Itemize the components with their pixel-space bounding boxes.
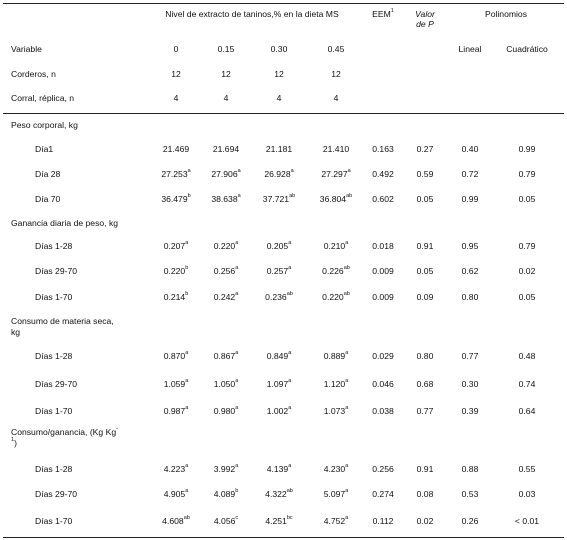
treatment-value: 21.469 bbox=[162, 144, 190, 154]
section-title: Consumo/ganancia, (Kg Kg- bbox=[11, 426, 118, 437]
p-value: 0.91 bbox=[416, 464, 434, 474]
eem-value: 0.274 bbox=[372, 489, 394, 499]
treatment-value: 1.120$^a$ bbox=[323, 378, 349, 389]
treatment-value: 4.608$^{ab}$ bbox=[162, 515, 190, 526]
info-row-value: 0.30 bbox=[270, 44, 288, 54]
section-title-line2: $^1$) bbox=[11, 437, 17, 448]
eem-value: 0.492 bbox=[372, 169, 394, 179]
p-value: 0.59 bbox=[416, 169, 434, 179]
info-row-value: 12 bbox=[274, 69, 284, 79]
p-value: 0.02 bbox=[416, 516, 434, 526]
row-label: Días 1-28 bbox=[35, 351, 73, 361]
eem-value: 0.009 bbox=[372, 266, 394, 276]
treatment-value: 0.205$^a$ bbox=[266, 240, 292, 251]
treatment-value: 4.752$^a$ bbox=[323, 515, 349, 526]
treatment-value: 0.256$^a$ bbox=[213, 265, 239, 276]
cuadratico-value: 0.64 bbox=[518, 406, 536, 416]
treatment-value: 21.181 bbox=[265, 144, 293, 154]
eem-value: 0.038 bbox=[372, 406, 394, 416]
row-label: Días 1-70 bbox=[35, 516, 73, 526]
bottom-rule bbox=[3, 537, 564, 538]
info-row-label: Corderos, n bbox=[11, 69, 56, 79]
info-row-value: 12 bbox=[331, 69, 341, 79]
info-row-value: 12 bbox=[221, 69, 231, 79]
p-value: 0.08 bbox=[416, 489, 434, 499]
treatment-value: 36.479$^b$ bbox=[161, 193, 191, 204]
treatment-value: 0.226$^{ab}$ bbox=[322, 265, 350, 276]
section-title: Peso corporal, kg bbox=[11, 120, 78, 130]
info-row-value: 0.15 bbox=[217, 44, 235, 54]
treatment-value: 26.928$^a$ bbox=[264, 168, 294, 179]
treatment-value: 5.097$^a$ bbox=[323, 488, 349, 499]
lineal-header: Lineal bbox=[458, 44, 482, 54]
treatment-value: 0.210$^a$ bbox=[323, 240, 349, 251]
treatment-value: 4.251$^{bc}$ bbox=[265, 515, 293, 526]
cuadratico-value: 0.55 bbox=[518, 464, 536, 474]
treatment-value: 27.253$^a$ bbox=[161, 168, 191, 179]
lineal-value: 0.30 bbox=[461, 379, 479, 389]
eem-value: 0.112 bbox=[372, 516, 394, 526]
lineal-value: 0.99 bbox=[461, 194, 479, 204]
cuadratico-value: 0.05 bbox=[518, 292, 536, 302]
lineal-value: 0.53 bbox=[461, 489, 479, 499]
valor-p-header-line1: Valor bbox=[415, 9, 435, 19]
row-label: Día 28 bbox=[35, 169, 61, 179]
row-label: Días 29-70 bbox=[35, 489, 78, 499]
cuadratico-value: 0.05 bbox=[518, 194, 536, 204]
treatment-value: 0.214$^b$ bbox=[163, 291, 189, 302]
eem-value: 0.256 bbox=[372, 464, 394, 474]
row-label: Días 1-28 bbox=[35, 241, 73, 251]
lineal-value: 0.26 bbox=[461, 516, 479, 526]
treatment-value: 0.889$^a$ bbox=[323, 350, 349, 361]
p-value: 0.80 bbox=[416, 351, 434, 361]
treatment-value: 4.230$^a$ bbox=[323, 463, 349, 474]
treatment-value: 0.220$^a$ bbox=[213, 240, 239, 251]
treatment-value: 4.905$^a$ bbox=[163, 488, 189, 499]
treatment-value: 0.980$^a$ bbox=[213, 405, 239, 416]
cuadratico-value: 0.79 bbox=[518, 241, 536, 251]
header-rule bbox=[3, 113, 564, 114]
treatment-value: 3.992$^a$ bbox=[213, 463, 239, 474]
treatment-value: 27.906$^a$ bbox=[211, 168, 241, 179]
eem-value: 0.602 bbox=[372, 194, 394, 204]
treatment-value: 21.410 bbox=[322, 144, 350, 154]
lineal-value: 0.88 bbox=[461, 464, 479, 474]
treatment-value: 4.056$^c$ bbox=[213, 515, 239, 526]
treatment-value: 4.139$^a$ bbox=[266, 463, 292, 474]
treatment-value: 0.867$^a$ bbox=[213, 350, 239, 361]
cuadratico-value: 0.99 bbox=[518, 144, 536, 154]
cuadratico-value: < 0.01 bbox=[514, 516, 540, 526]
treatment-value: 1.097$^a$ bbox=[266, 378, 292, 389]
cuadratico-value: 0.03 bbox=[518, 489, 536, 499]
treatment-value: 21.694 bbox=[212, 144, 240, 154]
row-label: Días 1-28 bbox=[35, 464, 73, 474]
info-row-value: 12 bbox=[171, 69, 181, 79]
eem-header: EEM$^1$ bbox=[372, 8, 394, 19]
cuadratico-value: 0.74 bbox=[518, 379, 536, 389]
treatment-value: 38.638$^a$ bbox=[211, 193, 241, 204]
treatment-header: Nivel de extracto de taninos,% en la dieta MS bbox=[165, 9, 339, 19]
cuadratico-value: 0.02 bbox=[518, 266, 536, 276]
treatment-value: 1.073$^a$ bbox=[323, 405, 349, 416]
row-label: Días 1-70 bbox=[35, 406, 73, 416]
info-row-value: 4 bbox=[333, 93, 339, 103]
lineal-value: 0.80 bbox=[461, 292, 479, 302]
lineal-value: 0.72 bbox=[461, 169, 479, 179]
treatment-value: 0.849$^a$ bbox=[266, 350, 292, 361]
cuadratico-value: 0.79 bbox=[518, 169, 536, 179]
section-title: Ganancia diaria de peso, kg bbox=[11, 218, 119, 228]
treatment-value: 0.987$^a$ bbox=[163, 405, 189, 416]
info-row-value: 0 bbox=[173, 44, 179, 54]
treatment-value: 0.870$^a$ bbox=[163, 350, 189, 361]
eem-value: 0.046 bbox=[372, 379, 394, 389]
cuadratico-header: Cuadrático bbox=[506, 44, 548, 54]
eem-value: 0.009 bbox=[372, 292, 394, 302]
info-row-value: 0.45 bbox=[327, 44, 345, 54]
section-title: Consumo de materia seca, bbox=[11, 316, 114, 326]
row-label: Días 29-70 bbox=[35, 379, 78, 389]
p-value: 0.77 bbox=[416, 406, 434, 416]
p-value: 0.05 bbox=[416, 194, 434, 204]
row-label: Día 70 bbox=[35, 194, 61, 204]
lineal-value: 0.95 bbox=[461, 241, 479, 251]
row-label: Día1 bbox=[35, 144, 54, 154]
p-value: 0.68 bbox=[416, 379, 434, 389]
lineal-value: 0.77 bbox=[461, 351, 479, 361]
treatment-value: 4.089$^b$ bbox=[213, 488, 239, 499]
row-label: Días 29-70 bbox=[35, 266, 78, 276]
treatment-value: 37.721$^{ab}$ bbox=[262, 193, 296, 204]
p-value: 0.05 bbox=[416, 266, 434, 276]
p-value: 0.91 bbox=[416, 241, 434, 251]
treatment-value: 0.242$^a$ bbox=[213, 291, 239, 302]
top-rule bbox=[3, 3, 564, 4]
treatment-value: 4.223$^a$ bbox=[163, 463, 189, 474]
eem-value: 0.018 bbox=[372, 241, 394, 251]
treatment-value: 0.207$^a$ bbox=[163, 240, 189, 251]
info-row-value: 4 bbox=[223, 93, 229, 103]
info-row-label: Variable bbox=[11, 44, 42, 54]
cuadratico-value: 0.48 bbox=[518, 351, 536, 361]
info-row-value: 4 bbox=[276, 93, 282, 103]
valor-p-header-line2: de P bbox=[416, 19, 434, 29]
treatment-value: 1.002$^a$ bbox=[266, 405, 292, 416]
treatment-value: 0.257$^a$ bbox=[266, 265, 292, 276]
lineal-value: 0.62 bbox=[461, 266, 479, 276]
info-row-value: 4 bbox=[173, 93, 179, 103]
lineal-value: 0.39 bbox=[461, 406, 479, 416]
treatment-value: 1.059$^a$ bbox=[163, 378, 189, 389]
p-value: 0.27 bbox=[416, 144, 434, 154]
treatment-value: 0.220$^b$ bbox=[163, 265, 189, 276]
treatment-value: 0.220$^{ab}$ bbox=[322, 291, 350, 302]
treatment-value: 27.297$^a$ bbox=[321, 168, 351, 179]
eem-value: 0.029 bbox=[372, 351, 394, 361]
row-label: Días 1-70 bbox=[35, 292, 73, 302]
polinomios-header: Polinomios bbox=[484, 9, 528, 19]
treatment-value: 36.804$^{ab}$ bbox=[319, 193, 353, 204]
treatment-value: 0.236$^{ab}$ bbox=[265, 291, 293, 302]
eem-value: 0.163 bbox=[372, 144, 394, 154]
section-title-line2: kg bbox=[11, 327, 21, 337]
lineal-value: 0.40 bbox=[461, 144, 479, 154]
p-value: 0.09 bbox=[416, 292, 434, 302]
info-row-label: Corral, réplica, n bbox=[11, 93, 75, 103]
treatment-value: 1.050$^a$ bbox=[213, 378, 239, 389]
treatment-value: 4.322$^{ab}$ bbox=[265, 488, 293, 499]
